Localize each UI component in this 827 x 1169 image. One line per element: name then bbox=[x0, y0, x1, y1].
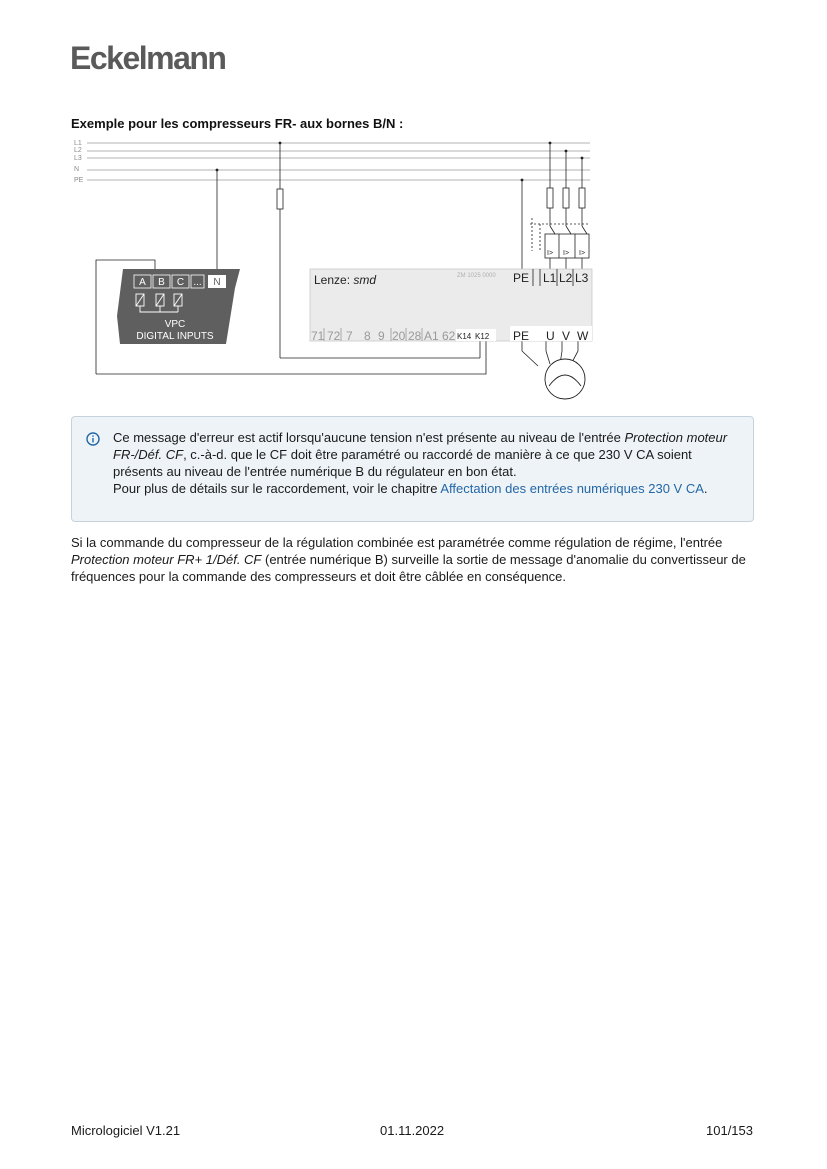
note-text bbox=[113, 429, 738, 497]
drive-io-62: 62 bbox=[442, 329, 456, 343]
vpc-terminal-more: ... bbox=[193, 277, 202, 288]
note-text-3: Pour plus de détails sur le raccordement, voir le chapitre bbox=[113, 481, 441, 496]
para-text-2: (entrée numérique B) surveille la sortie de message d'anomalie du convertisseur de fréquences pour la commande des compresseurs et doit être câblée en conséquence. bbox=[71, 552, 746, 584]
para-text-italic: Protection moteur FR+ 1/Déf. CF bbox=[71, 552, 262, 567]
eckelmann-logo: Eckelmann bbox=[70, 40, 226, 76]
vpc-terminal-n: N bbox=[213, 277, 221, 288]
info-icon bbox=[86, 432, 100, 446]
drive-io-9: 9 bbox=[378, 329, 385, 343]
breaker-mark-2: I> bbox=[563, 250, 570, 257]
relay-terminal-k14: K14 bbox=[457, 332, 472, 341]
vpc-digital-inputs-label: DIGITAL INPUTS bbox=[136, 331, 214, 342]
breaker-linkage bbox=[530, 218, 590, 251]
motor-terminal-pe: PE bbox=[513, 329, 530, 343]
footer-page-number: 101/153 bbox=[706, 1123, 753, 1138]
section-heading: Exemple pour les compresseurs FR- aux bornes B/N : bbox=[71, 116, 404, 131]
motor-terminal-v: V bbox=[562, 329, 571, 343]
drive-terminal-l2: L2 bbox=[559, 271, 573, 285]
motor-terminal-w: W bbox=[577, 329, 589, 343]
vpc-terminal-c: C bbox=[176, 277, 185, 288]
vpc-terminal-a: A bbox=[139, 277, 146, 288]
motor-terminal-u: U bbox=[546, 329, 555, 343]
drive-io-28: 28 bbox=[408, 329, 422, 343]
drive-io-71: 71 bbox=[311, 329, 325, 343]
drive-terminal-l3: L3 bbox=[575, 271, 589, 285]
vpc-terminal-b: B bbox=[158, 277, 165, 288]
line-label-l1: L1 bbox=[74, 140, 82, 147]
motor-symbol bbox=[545, 359, 585, 399]
drive-name: Lenze: smd bbox=[314, 273, 377, 287]
drive-terminal-pe: PE bbox=[513, 271, 530, 285]
drive-io-72: 72 bbox=[327, 329, 341, 343]
drive-io-7: 7 bbox=[346, 329, 353, 343]
wiring-diagram bbox=[70, 136, 600, 411]
junction-dots bbox=[216, 142, 584, 182]
footer-firmware: Micrologiciel V1.21 bbox=[71, 1123, 181, 1138]
breaker-mark-3: I> bbox=[579, 250, 586, 257]
line-label-l3: L3 bbox=[74, 155, 82, 162]
note-text-1: Ce message d'erreur est actif lorsqu'aucune tension n'est présente au niveau de l'entrée bbox=[113, 430, 625, 445]
drive-small-text: ZM 1025 0000 bbox=[457, 273, 496, 279]
vpc-label: VPC bbox=[164, 319, 186, 330]
line-label-l2: L2 bbox=[74, 147, 82, 154]
body-paragraph bbox=[71, 534, 761, 585]
relay-terminal-k12: K12 bbox=[475, 332, 490, 341]
breaker-mark-1: I> bbox=[547, 250, 554, 257]
drive-terminal-l1: L1 bbox=[543, 271, 557, 285]
drive-io-8: 8 bbox=[364, 329, 371, 343]
footer-date: 01.11.2022 bbox=[380, 1123, 445, 1138]
drive-io-a1: A1 bbox=[424, 329, 439, 343]
note-text-italic: Protection moteur FR-/Déf. CF bbox=[113, 430, 728, 462]
note-text-4: . bbox=[703, 481, 708, 496]
line-label-n: N bbox=[74, 166, 80, 173]
drive-io-20: 20 bbox=[392, 329, 406, 343]
chapter-link[interactable]: Affectation des entrées numériques 230 V CA bbox=[440, 481, 704, 496]
line-label-pe: PE bbox=[74, 177, 84, 184]
info-note bbox=[71, 416, 754, 522]
note-text-2: , c.-à-d. que le CF doit être paramétré ou raccordé de manière à ce que 230 V CA soient présents au niveau de l'entrée numérique B du régulateur en bon état. bbox=[113, 447, 692, 479]
supply-lines bbox=[87, 143, 590, 180]
para-text-1: Si la commande du compresseur de la régulation combinée est paramétrée comme régulation de régime, l'entrée bbox=[71, 535, 723, 550]
